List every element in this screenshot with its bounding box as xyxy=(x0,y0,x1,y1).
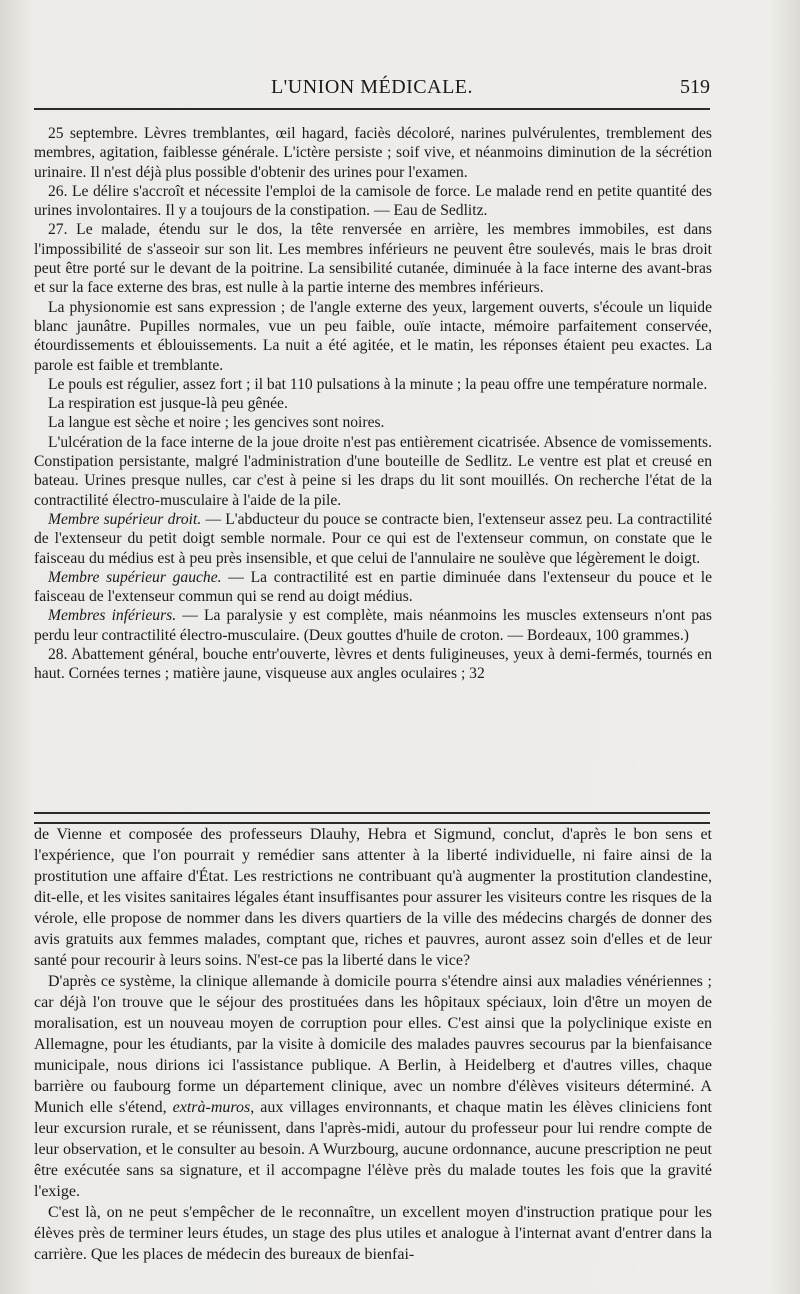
page-number: 519 xyxy=(680,76,710,98)
paragraph-text: L'ulcération de la face interne de la joue droite n'est pas entièrement cicatrisée. Absence de vomissements. Constipation persistante, malgré l'administration d'une bouteille de Sedlitz. Le ventre est plat et creusé en bateau. Urines presque nulles, car c'est à peine si les draps du lit sont mouillés. On recherche l'état de la contractilité électro-musculaire à l'aide de la pile. xyxy=(34,433,712,509)
paragraph xyxy=(34,824,712,971)
paragraph-text: La langue est sèche et noire ; les gencives sont noires. xyxy=(48,414,385,432)
paragraph xyxy=(34,394,712,413)
paragraph-text: D'après ce système, la clinique allemande à domicile pourra s'étendre ainsi aux maladies vénériennes ; car déjà l'on trouve que le séjour des prostituées dans les hôpitaux spéciaux, loin d'être un moyen de moralisation, est un nouveau moyen de corruption pour elles. C'est ainsi que la polyclinique existe en Allemagne, pour les étudiants, par la visite à domicile des malades pauvres secourus par la bienfaisance municipale, nous dirions ici l'assistance publique. A Berlin, à Heidelberg et d'autres villes, chaque barrière ou faubourg forme un département clinique, avec un nombre d'élèves visiteurs déterminé. A Munich elle s'étend, xyxy=(34,973,712,1116)
paragraph-lead: extrà-muros xyxy=(172,1099,251,1116)
paragraph-text: 25 septembre. Lèvres tremblantes, œil hagard, faciès décoloré, narines pulvérulentes, tremblement des membres, agitation, faiblesse générale. L'ictère persiste ; soif vive, et néanmoins diminution de la sécrétion urinaire. Il n'est déjà plus possible d'obtenir des urines pour l'examen. xyxy=(34,125,712,181)
paragraph xyxy=(34,568,712,607)
paragraph xyxy=(34,375,712,394)
paragraph xyxy=(34,124,712,182)
header-rule xyxy=(34,108,710,110)
paragraph xyxy=(34,510,712,568)
paragraph-text: 26. Le délire s'accroît et nécessite l'emploi de la camisole de force. Le malade rend en petite quantité des urines involontaires. Il y a toujours de la constipation. — Eau de Sedlitz. xyxy=(34,182,712,220)
paragraph-text: — La contractilité est en partie diminuée dans l'extenseur du pouce et le faisceau de l'extenseur commun qui se rend au doigt médius. xyxy=(34,568,712,606)
paragraph-text: , aux villages environnants, et chaque matin les élèves cliniciens font leur excursion rurale, et se réunissent, dans l'après-midi, autour du professeur pour lui rendre compte de leur observation, et le consulter au besoin. A Wurzbourg, aucune ordonnance, aucune prescription ne peut être exécutée sans sa signature, et il accompagne l'élève près du malade toutes les fois que la gravité l'exige. xyxy=(34,1099,713,1200)
case-observation-column xyxy=(34,124,712,684)
paragraph-lead: Membre supérieur droit. xyxy=(48,510,202,528)
paragraph xyxy=(34,413,712,432)
paragraph-text: 28. Abattement général, bouche entr'ouverte, lèvres et dents fuligineuses, yeux à demi-fermés, tournés en haut. Cornées ternes ; matière jaune, visqueuse aux angles oculaires ; 32 xyxy=(34,646,712,683)
paragraph xyxy=(34,433,712,510)
paragraph-text: La physionomie est sans expression ; de l'angle externe des yeux, largement ouverts, s'écoule un liquide blanc jaunâtre. Pupilles normales, vue un peu faible, ouïe intacte, mémoire parfaitement conservée, étourdissements et éblouissements. La nuit a été agitée, et le matin, les réponses étaient peu exactes. La parole est faible et tremblante. xyxy=(34,298,712,374)
paragraph-text: Le pouls est régulier, assez fort ; il bat 110 pulsations à la minute ; la peau offre une température normale. xyxy=(48,375,708,393)
paragraph xyxy=(34,606,712,645)
paragraph xyxy=(34,1202,712,1265)
running-header xyxy=(34,70,710,104)
paragraph-text: La respiration est jusque-là peu gênée. xyxy=(48,395,288,413)
paragraph xyxy=(34,645,712,684)
feuilleton-separator-rule xyxy=(34,812,710,824)
paragraph-text: de Vienne et composée des professeurs Dlauhy, Hebra et Sigmund, conclut, d'après le bon sens et l'expérience, que l'on pourrait y remédier sans attenter à la liberté individuelle, ni faire ainsi de la prostitution une affaire d'État. Les restrictions ne contribuant qu'à augmenter la prostitution clandestine, dit-elle, et les visites sanitaires légales étant insuffisantes pour assurer les visiteurs contre les risques de la vérole, elle propose de nommer dans les divers quartiers de la ville des médecins chargés de donner des avis gratuits aux femmes malades, comptant que, riches et pauvres, auront assez soin d'elles et de leur santé pour recourir à leurs soins. N'est-ce pas la liberté dans le vice? xyxy=(34,826,712,969)
paragraph-text: 27. Le malade, étendu sur le dos, la tête renversée en arrière, les membres immobiles, est dans l'impossibilité de s'asseoir sur son lit. Les membres inférieurs ne peuvent être soulevés, mais le bras droit peut être porté sur le devant de la poitrine. La sensibilité cutanée, diminuée à la face interne des avant-bras et sur la face externe des bras, est nulle à la partie interne des membres inférieurs. xyxy=(34,221,712,297)
paragraph xyxy=(34,298,712,375)
paragraph-text: — L'abducteur du pouce se contracte bien, l'extenseur assez peu. La contractilité de l'extenseur du petit doigt semble normale. Pour ce qui est de l'extenseur commun, on constate que le faisceau du médius est à peu près insensible, et que celui de l'annulaire ne soulève que légèrement le doigt. xyxy=(34,510,712,567)
paragraph-text: C'est là, on ne peut s'empêcher de le reconnaître, un excellent moyen d'instruction pratique pour les élèves près de terminer leurs études, un stage des plus utiles et analogue à l'internat avant d'entrer dans la carrière. Que les places de médecin des bureaux de bienfai- xyxy=(34,1204,712,1263)
paragraph xyxy=(34,182,712,221)
paragraph xyxy=(34,971,712,1202)
running-title: L'UNION MÉDICALE. xyxy=(270,76,474,98)
paragraph-text: — La paralysie y est complète, mais néanmoins les muscles extenseurs n'ont pas perdu leur contractilité électro-musculaire. (Deux gouttes d'huile de croton. — Bordeaux, 100 grammes.) xyxy=(34,607,712,644)
paragraph xyxy=(34,220,712,297)
paragraph-lead: Membres inférieurs. xyxy=(48,607,177,625)
feuilleton-column xyxy=(34,824,712,1265)
paragraph-lead: Membre supérieur gauche. xyxy=(48,568,222,586)
